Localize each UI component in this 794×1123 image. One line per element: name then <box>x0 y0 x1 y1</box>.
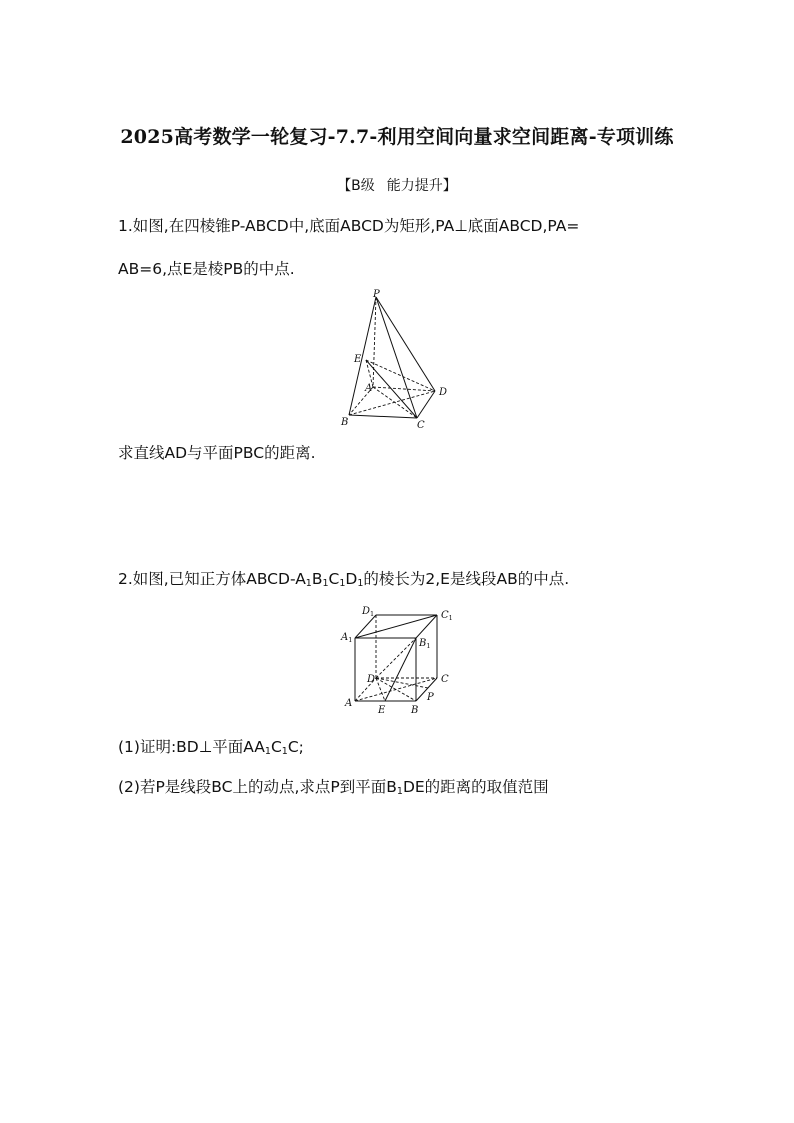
edge-A1C1 <box>355 615 437 638</box>
problem1-line2: AB=6,点E是棱PB的中点. <box>118 260 295 278</box>
problem1-figure <box>336 285 462 435</box>
problem1-question: 求直线AD与平面PBC的距离. <box>118 444 316 462</box>
edge-ED <box>366 360 435 391</box>
level-label: 【B级 <box>337 178 375 194</box>
label-D: D <box>439 387 448 398</box>
label-E: E <box>378 705 386 716</box>
label-C: C <box>441 674 449 685</box>
edge-PD <box>376 297 435 391</box>
edge-BC <box>349 415 417 418</box>
document-title: 2025高考数学一轮复习-7.7-利用空间向量求空间距离-专项训练 <box>120 126 674 148</box>
label-B: B <box>341 417 349 428</box>
problem2-part1: (1)证明:BD⊥平面$AA_1C_1C$; <box>118 738 304 757</box>
edge-DB1 <box>376 638 416 678</box>
edge-CD <box>417 391 435 418</box>
label-A1: $A_1$ <box>341 632 353 644</box>
label-E: E <box>354 354 362 365</box>
problem2-intro: 2.如图,已知正方体ABCD-$A_1B_1C_1D_1$的棱长为2,E是线段AB的中点. <box>118 570 570 589</box>
section-level-heading <box>0 175 794 195</box>
edge-PA <box>373 297 376 387</box>
label-P: P <box>373 289 380 300</box>
label-D: D <box>367 674 376 685</box>
label-A: A <box>365 383 373 394</box>
label-P: P <box>427 692 434 703</box>
label-C: C <box>417 420 425 431</box>
label-C1: $C_1$ <box>441 610 453 622</box>
problem1-line1: 1.如图,在四棱锥P-ABCD中,底面ABCD为矩形,PA⊥底面ABCD,PA= <box>118 217 580 235</box>
edge-DE <box>376 678 385 701</box>
cube-diagram <box>339 600 455 718</box>
edge-AD <box>373 387 435 391</box>
edge-PC <box>376 297 417 418</box>
edge-BD <box>349 391 435 415</box>
pyramid-diagram <box>336 285 462 431</box>
problem2-part2: (2)若P是线段BC上的动点,求点P到平面$B_1DE$的距离的取值范围 <box>118 778 549 797</box>
label-D1: $D_1$ <box>362 606 375 618</box>
level-name: 能力提升】 <box>386 178 457 194</box>
label-B1: $B_1$ <box>419 638 431 650</box>
label-A: A <box>345 698 353 709</box>
problem2-figure <box>339 600 455 722</box>
label-B: B <box>411 705 419 716</box>
